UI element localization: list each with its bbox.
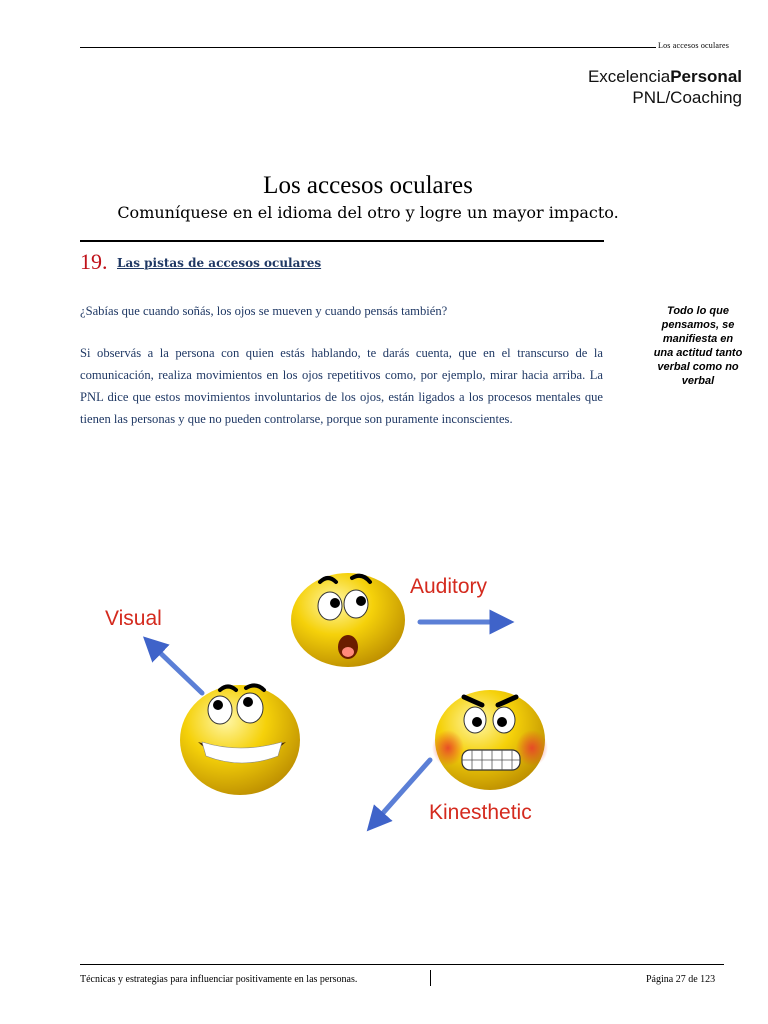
label-auditory: Auditory — [410, 575, 488, 598]
title-rule — [80, 240, 604, 242]
running-header: Los accesos oculares — [658, 41, 730, 50]
face-visual — [180, 685, 300, 795]
paragraph-1: ¿Sabías que cuando soñás, los ojos se mueven y cuando pensás también? — [80, 304, 448, 318]
page-number: Página 27 de 123 — [646, 974, 716, 985]
page-title: Los accesos oculares — [263, 172, 473, 199]
sidenote: Todo lo que pensamos, se manifiesta en una actitud tanto verbal como no verbal — [653, 305, 743, 387]
face-auditory — [291, 573, 405, 667]
footer-text: Técnicas y estrategias para influenciar positivamente en las personas. — [80, 974, 358, 985]
arrow-visual — [152, 645, 202, 693]
face-kinesthetic — [432, 690, 548, 790]
brand-name — [588, 67, 742, 87]
section-title: Las pistas de accesos oculares — [117, 256, 322, 270]
footer-rule — [80, 964, 724, 965]
footer-separator — [430, 970, 431, 986]
label-visual: Visual — [105, 607, 162, 630]
brand-subtitle: PNL/Coaching — [632, 88, 742, 107]
section-number: 19. — [80, 249, 108, 274]
arrow-kinesthetic — [375, 760, 430, 822]
label-kinesthetic: Kinesthetic — [429, 801, 532, 824]
eye-access-figure — [90, 560, 590, 840]
brand-regular: Excelencia — [587, 67, 671, 86]
paragraph-2: Si observás a la persona con quien estás hablando, te darás cuenta, que en el transcurso de la comunicación, realiza movimientos en los ojos repetitivos como, por ejemplo, mirar hacia arriba. La PNL dice que estos movimientos involuntarios de los ojos, están ligados a los procesos mentales que tienen las personas y que no pueden controlarse, porque son puramente inconscientes. — [80, 346, 603, 426]
brand-bold: Personal — [670, 67, 742, 86]
page-subtitle: Comuníquese en el idioma del otro y logre un mayor impacto. — [117, 203, 619, 222]
header-rule — [80, 47, 656, 48]
